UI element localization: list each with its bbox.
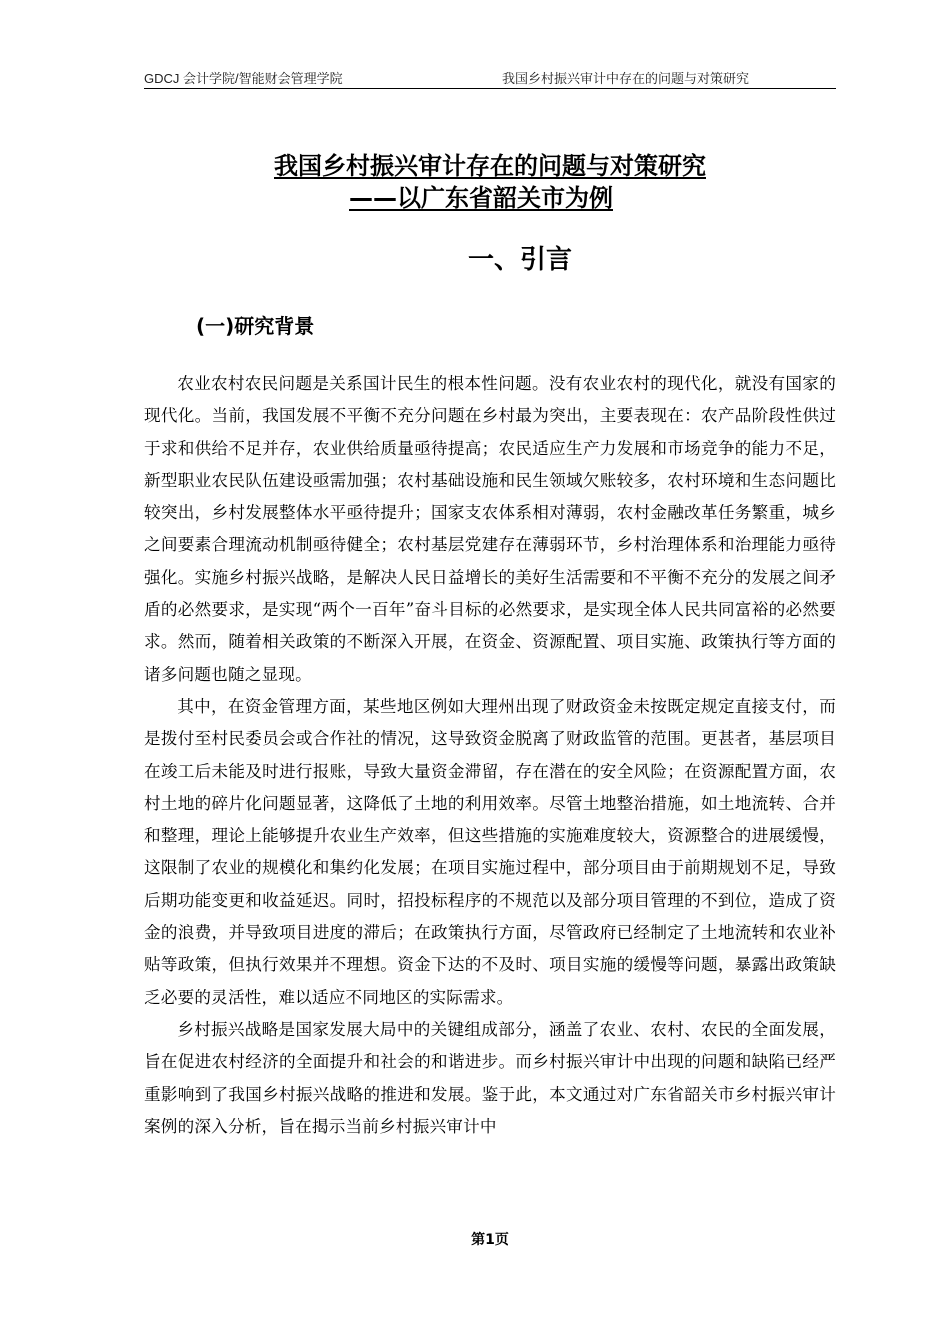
paper-title: 我国乡村振兴审计存在的问题与对策研究 (274, 152, 706, 180)
subsection-heading: (一)研究背景 (196, 314, 315, 338)
page-number: 第1页 (471, 1232, 509, 1248)
title-block (144, 150, 836, 214)
body-text (144, 368, 836, 1143)
paragraph: 其中，在资金管理方面，某些地区例如大理州出现了财政资金未按既定规定直接支付，而是拨付至村民委员会或合作社的情况，这导致资金脱离了财政监管的范围。更甚者，基层项目在竣工后未能及时进行报账，导致大量资金滞留，存在潜在的安全风险；在资源配置方面，农村土地的碎片化问题显著，这降低了土地的利用效率。尽管土地整治措施，如土地流转、合并和整理，理论上能够提升农业生产效率，但这些措施的实施难度较大，资源整合的进展缓慢，这限制了农业的规模化和集约化发展；在项目实施过程中，部分项目由于前期规划不足，导致后期功能变更和收益延迟。同时，招投标程序的不规范以及部分项目管理的不到位，造成了资金的浪费，并导致项目进度的滞后；在政策执行方面，尽管政府已经制定了土地流转和农业补贴等政策，但执行效果并不理想。资金下达的不及时、项目实施的缓慢等问题，暴露出政策缺乏必要的灵活性，难以适应不同地区的实际需求。 (144, 696, 836, 1007)
paper-subtitle: ——以广东省韶关市为例 (349, 184, 613, 212)
paragraph: 农业农村农民问题是关系国计民生的根本性问题。没有农业农村的现代化，就没有国家的现代化。当前，我国发展不平衡不充分问题在乡村最为突出，主要表现在：农产品阶段性供过于求和供给不足并存，农业供给质量亟待提高；农民适应生产力发展和市场竞争的能力不足，新型职业农民队伍建设亟需加强；农村基础设施和民生领域欠账较多，农村环境和生态问题比较突出，乡村发展整体水平亟待提升；国家支农体系相对薄弱，农村金融改革任务繁重，城乡之间要素合理流动机制亟待健全；农村基层党建存在薄弱环节，乡村治理体系和治理能力亟待强化。实施乡村振兴战略，是解决人民日益增长的美好生活需要和不平衡不充分的发展之间矛盾的必然要求，是实现“两个一百年”奋斗目标的必然要求，是实现全体人民共同富裕的必然要求。然而，随着相关政策的不断深入开展，在资金、资源配置、项目实施、政策执行等方面的诸多问题也随之显现。 (144, 374, 836, 684)
header-institution: GDCJ 会计学院/智能财会管理学院 (144, 71, 343, 86)
header-paper-title: 我国乡村振兴审计中存在的问题与对策研究 (502, 71, 750, 86)
paragraph: 乡村振兴战略是国家发展大局中的关键组成部分，涵盖了农业、农村、农民的全面发展，旨在促进农村经济的全面提升和社会的和谐进步。而乡村振兴审计中出现的问题和缺陷已经严重影响到了我国乡村振兴战略的推进和发展。鉴于此，本文通过对广东省韶关市乡村振兴审计案例的深入分析，旨在揭示当前乡村振兴审计中 (144, 1019, 836, 1136)
section-heading: 一、引言 (467, 245, 572, 275)
page-header (144, 68, 836, 89)
